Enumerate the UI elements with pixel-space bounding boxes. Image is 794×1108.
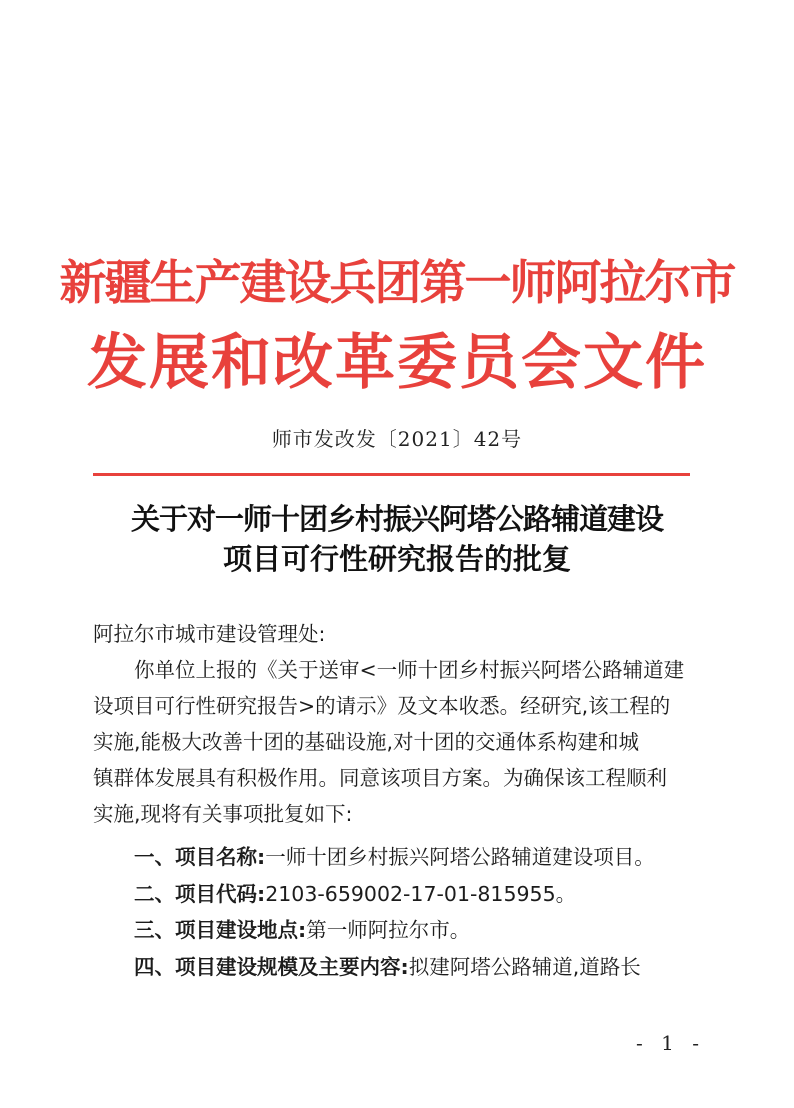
issuer-name: 新疆生产建设兵团第一师阿拉尔市 (59, 256, 735, 311)
paragraph-line: 镇群体发展具有积极作用。同意该项目方案。为确保该工程顺利 (93, 766, 667, 790)
paragraph-line: 设项目可行性研究报告>的请示》及文本收悉。经研究,该工程的 (93, 694, 671, 718)
item-label: 四、项目建设规模及主要内容: (134, 955, 409, 979)
item-project-location (134, 913, 470, 943)
item-label: 三、项目建设地点: (134, 918, 307, 942)
item-project-code (134, 877, 576, 907)
paragraph-line: 你单位上报的《关于送审<一师十团乡村振兴阿塔公路辅道建 (134, 658, 685, 682)
item-project-scope (134, 950, 641, 980)
document-title-line1: 关于对一师十团乡村振兴阿塔公路辅道建设 (130, 502, 663, 536)
item-project-name (134, 840, 655, 870)
item-value: 第一师阿拉尔市。 (306, 918, 471, 942)
document-title-line2: 项目可行性研究报告的批复 (222, 542, 571, 576)
item-value: 一师十团乡村振兴阿塔公路辅道建设项目。 (265, 845, 655, 869)
item-value: 2103-659002-17-01-815955。 (265, 882, 577, 906)
item-label: 一、项目名称: (134, 845, 266, 869)
document-body (93, 0, 693, 1108)
document-type-heading: 发展和改革委员会文件 (87, 328, 707, 398)
item-value: 拟建阿塔公路辅道,道路长 (408, 955, 641, 979)
paragraph-line: 实施,现将有关事项批复如下: (93, 802, 353, 826)
salutation: 阿拉尔市城市建设管理处: (93, 622, 326, 646)
document-number: 师市发改发〔2021〕42号 (271, 427, 523, 451)
paragraph-line: 实施,能极大改善十团的基础设施,对十团的交通体系构建和城 (93, 730, 640, 754)
item-label: 二、项目代码: (134, 882, 266, 906)
page-number: - 1 - (636, 1031, 705, 1055)
